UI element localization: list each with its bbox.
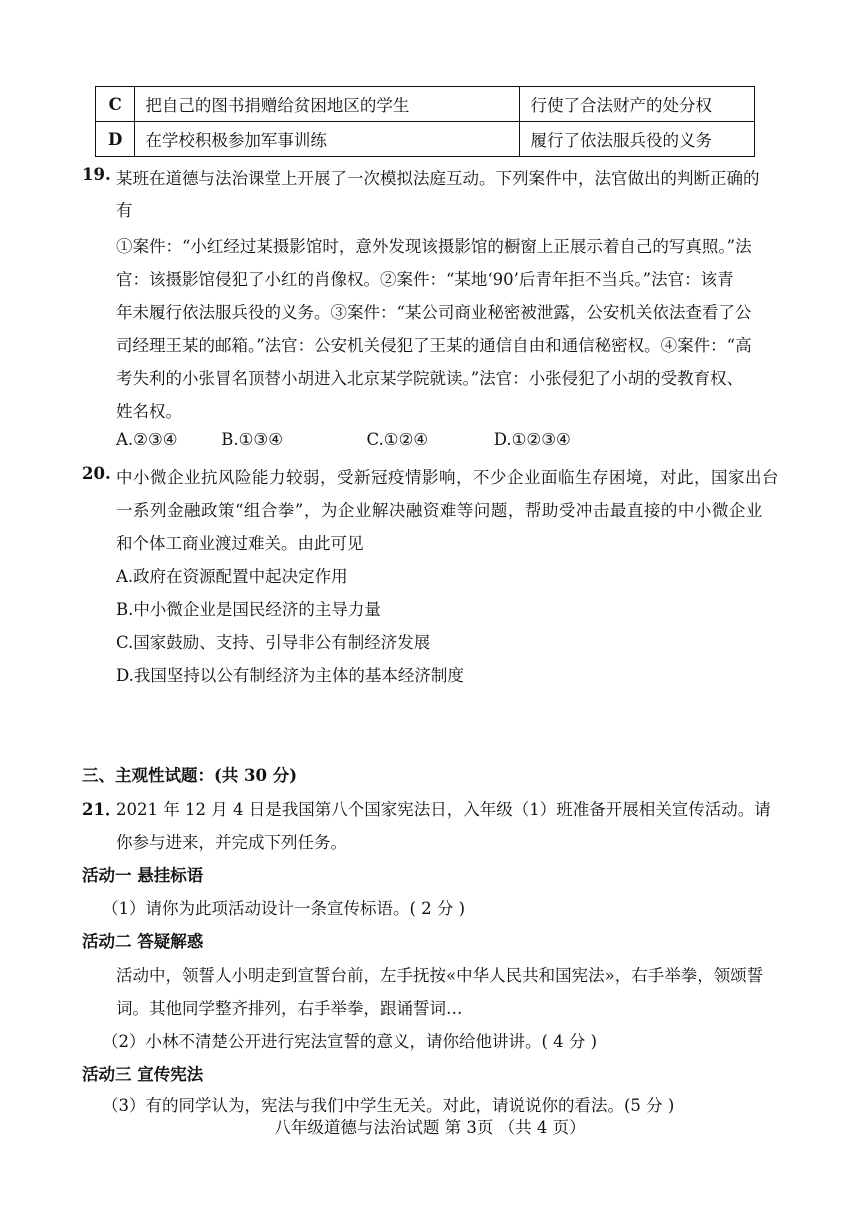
option-letter: D xyxy=(96,122,135,157)
task-line: （1）请你为此项活动设计一条宣传标语。( 2 分 ) xyxy=(102,899,466,918)
task-line: （2）小林不清楚公开进行宪法宣誓的意义，请你给他讲讲。( 4 分 ) xyxy=(102,1032,598,1051)
question-stem-line: 和个体工商业渡过难关。由此可见 xyxy=(116,534,364,553)
case-text-line: 官：该摄影馆侵犯了小红的肖像权。②案件：“某地‘90’后青年拒不当兵。”法官：该青 xyxy=(116,270,734,289)
answer-option-table xyxy=(95,86,755,157)
question-stem-line: 你参与进来，并完成下列任务。 xyxy=(116,833,347,852)
question-stem-line: 某班在道德与法治课堂上开展了一次模拟法庭互动。下列案件中，法官做出的判断正确的 xyxy=(116,169,760,188)
option-result: 履行了依法服兵役的义务 xyxy=(520,122,755,157)
choice-row xyxy=(116,430,571,449)
question-stem-line: 2021 年 12 月 4 日是我国第八个国家宪法日，入年级（1）班准备开展相关宣传活动。请 xyxy=(116,800,771,819)
case-text-line: 姓名权。 xyxy=(116,402,182,421)
case-text-line: 考失利的小张冒名顶替小胡进入北京某学院就读。”法官：小张侵犯了小胡的受教育权、 xyxy=(116,369,744,388)
material-line: 词。其他同学整齐排列，右手举拳，跟诵誓词… xyxy=(116,999,463,1018)
option-b: B.中小微企业是国民经济的主导力量 xyxy=(116,600,381,619)
table-row xyxy=(96,87,755,122)
activity-heading: 活动三 宣传宪法 xyxy=(82,1065,204,1084)
question-number: 19. xyxy=(82,165,111,184)
material-line: 活动中，领誓人小明走到宣誓台前，左手抚按«中华人民共和国宪法»，右手举拳，领颂誓 xyxy=(116,966,764,985)
question-number: 20. xyxy=(82,464,111,483)
table-row xyxy=(96,122,755,157)
case-text-line: 司经理王某的邮箱。”法官：公安机关侵犯了王某的通信自由和通信秘密权。④案件：“高 xyxy=(116,336,752,355)
question-stem-line: 一系列金融政策“组合拳”，为企业解决融资难等问题，帮助受冲击最直接的中小微企业 xyxy=(116,501,763,520)
section-heading: 三、主观性试题：(共 30 分) xyxy=(82,766,298,785)
activity-heading: 活动一 悬挂标语 xyxy=(82,866,204,885)
task-line: （3）有的同学认为，宪法与我们中学生无关。对此，请说说你的看法。(5 分 ) xyxy=(102,1096,675,1115)
choice-a: A.②③④ xyxy=(116,430,178,449)
option-c: C.国家鼓励、支持、引导非公有制经济发展 xyxy=(116,633,431,652)
option-letter: C xyxy=(96,87,135,122)
option-description: 在学校积极参加军事训练 xyxy=(135,122,520,157)
option-a: A.政府在资源配置中起决定作用 xyxy=(116,567,348,586)
option-description: 把自己的图书捐赠给贫困地区的学生 xyxy=(135,87,520,122)
page-footer: 八年级道德与法治试题 第 3页 （共 4 页） xyxy=(274,1118,586,1137)
question-stem-line: 中小微企业抗风险能力较弱，受新冠疫情影响，不少企业面临生存困境，对此，国家出台 xyxy=(116,468,779,487)
question-stem-line: 有 xyxy=(116,201,133,220)
choice-d: D.①②③④ xyxy=(493,430,571,449)
question-number: 21． xyxy=(82,800,122,819)
option-d: D.我国坚持以公有制经济为主体的基本经济制度 xyxy=(116,666,464,685)
case-text-line: ①案件：“小红经过某摄影馆时，意外发现该摄影馆的橱窗上正展示着自己的写真照。”法 xyxy=(116,237,752,256)
choice-c: C.①②④ xyxy=(366,430,429,449)
activity-heading: 活动二 答疑解惑 xyxy=(82,932,204,951)
option-result: 行使了合法财产的处分权 xyxy=(520,87,755,122)
choice-b: B.①③④ xyxy=(221,430,283,449)
case-text-line: 年未履行依法服兵役的义务。③案件：“某公司商业秘密被泄露，公安机关依法查看了公 xyxy=(116,303,752,322)
